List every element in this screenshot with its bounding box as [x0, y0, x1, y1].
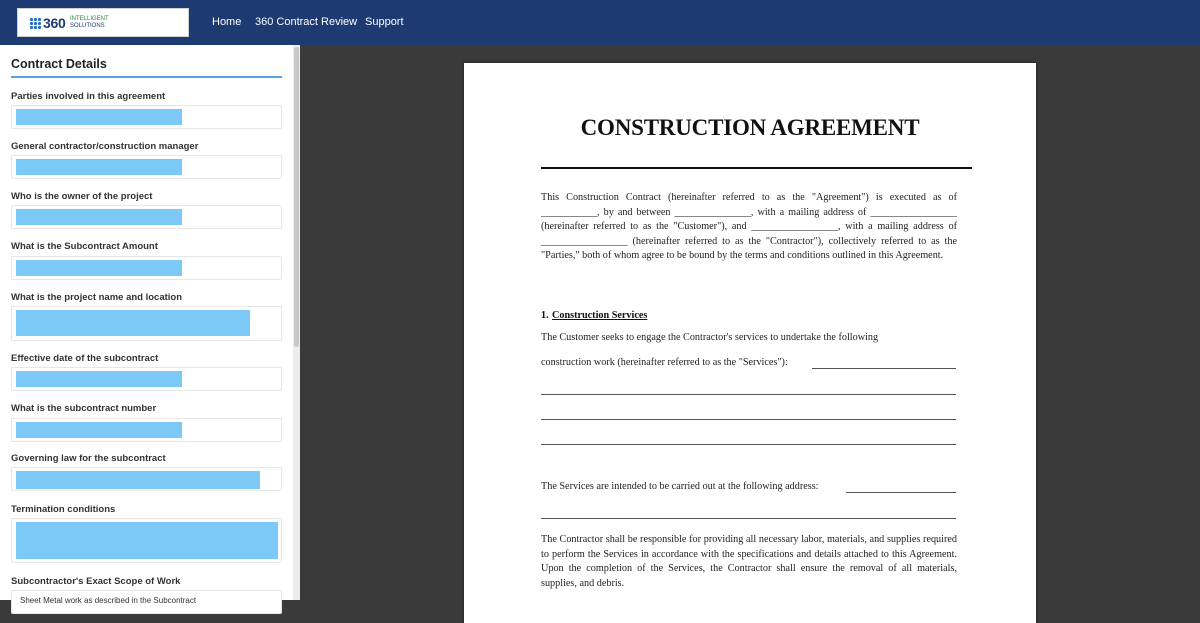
field-label-governing-law: Governing law for the subcontract — [11, 453, 166, 464]
panel-title-underline — [11, 76, 282, 78]
blank-line — [541, 444, 956, 445]
logo-dots-icon — [30, 18, 40, 28]
address-line-label: The Services are intended to be carried out at the following address: — [541, 481, 819, 492]
field-subcontract-number[interactable] — [11, 418, 282, 442]
field-label-effective-date: Effective date of the subcontract — [11, 353, 159, 364]
redacted-value — [16, 260, 182, 276]
field-project-name-location[interactable] — [11, 306, 282, 341]
field-label-subcontract-amount: What is the Subcontract Amount — [11, 241, 158, 252]
section-title: Construction Services — [552, 310, 648, 321]
logo-text-line1: INTELLIGENT — [70, 16, 109, 22]
field-label-project-name-location: What is the project name and location — [11, 292, 183, 303]
redacted-value — [16, 159, 182, 175]
redacted-value — [16, 209, 182, 225]
intro-paragraph: This Construction Contract (hereinafter referred to as the "Agreement") is executed as of ___________, by and between _______________, with a mailing address of _________________ (hereinafter referred to as the "Customer"), and _________________, with a mailing address of _________________ (hereinafter referred to as the "Contractor"), collectively referred to as the "Parties," both of whom agree to be bound by the terms and conditions outlined in this Agreement. — [541, 192, 957, 262]
field-subcontract-amount[interactable] — [11, 256, 282, 280]
field-owner[interactable] — [11, 205, 282, 229]
nav-support-link[interactable]: Support — [365, 16, 404, 28]
field-label-general-contractor: General contractor/construction manager — [11, 141, 199, 152]
field-effective-date[interactable] — [11, 367, 282, 391]
logo-text-line2: SOLUTIONS — [70, 23, 105, 29]
field-general-contractor[interactable] — [11, 155, 282, 179]
document-title: CONSTRUCTION AGREEMENT — [580, 115, 920, 140]
section-number: 1. — [541, 310, 549, 321]
top-nav-bar — [0, 0, 1200, 45]
field-termination-conditions[interactable] — [11, 518, 282, 563]
document-page — [464, 63, 1036, 623]
field-governing-law[interactable] — [11, 467, 282, 491]
field-label-owner: Who is the owner of the project — [11, 191, 153, 202]
nav-home-link[interactable]: Home — [212, 16, 242, 28]
services-line-2: construction work (hereinafter referred to as the "Services"): — [541, 357, 788, 368]
services-line-1: The Customer seeks to engage the Contractor's services to undertake the following — [541, 332, 879, 343]
redacted-value — [16, 371, 182, 387]
field-scope-of-work[interactable] — [11, 590, 282, 614]
blank-line — [541, 518, 956, 519]
logo-number: 360 — [43, 15, 66, 31]
blank-line — [541, 394, 956, 395]
field-parties[interactable] — [11, 105, 282, 129]
scope-of-work-value: Sheet Metal work as described in the Subcontract — [20, 596, 197, 605]
field-label-termination-conditions: Termination conditions — [11, 504, 116, 515]
title-divider — [541, 167, 972, 169]
field-label-parties: Parties involved in this agreement — [11, 91, 166, 102]
redacted-value — [16, 522, 278, 559]
company-logo[interactable] — [17, 8, 189, 37]
redacted-value — [16, 109, 182, 125]
scrollbar-thumb[interactable] — [294, 47, 299, 347]
field-label-subcontract-number: What is the subcontract number — [11, 403, 157, 414]
sidebar-scrollbar[interactable] — [293, 45, 300, 600]
blank-line — [812, 368, 956, 369]
redacted-value — [16, 310, 250, 336]
panel-title: Contract Details — [11, 57, 107, 71]
responsibility-paragraph: The Contractor shall be responsible for providing all necessary labor, materials, and supplies required to perform the Services in accordance with the specifications and details attached to this Agreement. Upon the completion of the Services, the Contractor shall ensure the removal of all materials, supplies, and debris. — [541, 534, 957, 589]
redacted-value — [16, 422, 182, 438]
blank-line — [846, 492, 956, 493]
nav-contract-review-link[interactable]: 360 Contract Review — [255, 16, 358, 28]
blank-line — [541, 419, 956, 420]
field-label-scope-of-work: Subcontractor's Exact Scope of Work — [11, 576, 181, 587]
redacted-value — [16, 471, 260, 489]
